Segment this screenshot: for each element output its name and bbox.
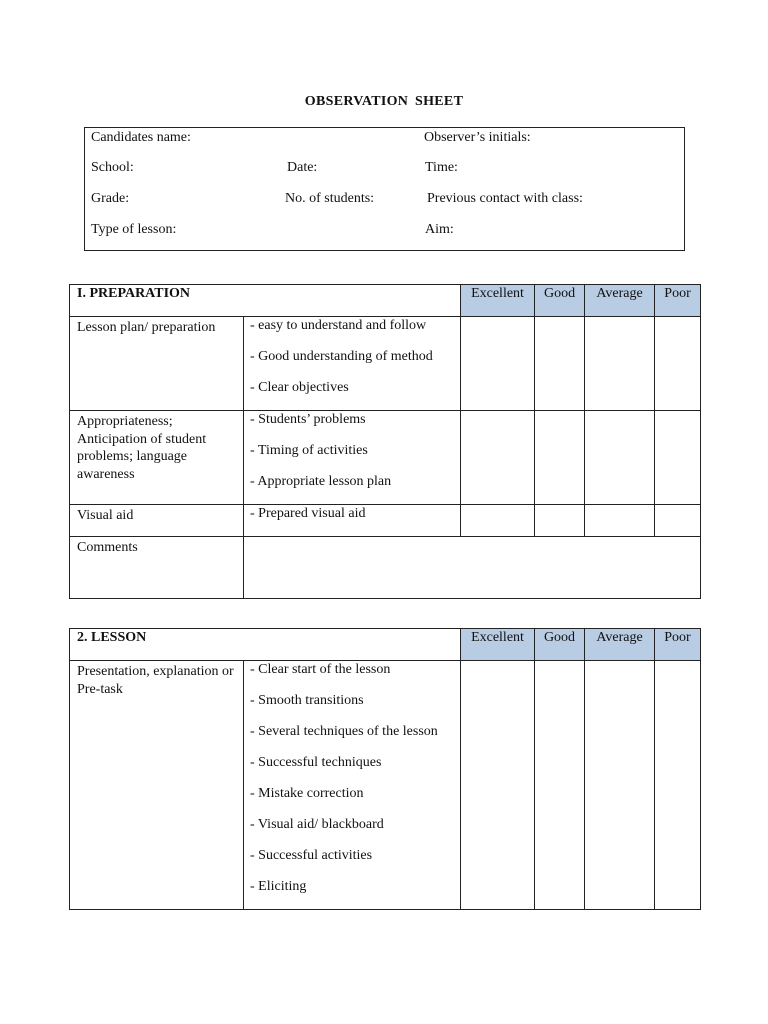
rating-cell-good[interactable] — [535, 411, 585, 505]
rating-cell-good[interactable] — [535, 317, 585, 411]
rating-average-header: Average — [585, 629, 655, 661]
rating-cell-poor[interactable] — [655, 505, 701, 537]
comments-row — [70, 537, 701, 599]
rating-cell-average[interactable] — [585, 411, 655, 505]
list-item: - Visual aid/ blackboard — [250, 817, 384, 832]
comments-field[interactable] — [244, 537, 701, 599]
rating-excellent-header: Excellent — [461, 629, 535, 661]
observer-initials-label: Observer’s initials: — [424, 130, 531, 145]
list-item: - Prepared visual aid — [250, 506, 366, 521]
table-row — [70, 505, 701, 537]
list-item: - Students’ problems — [250, 412, 366, 427]
rating-poor-header: Poor — [655, 629, 701, 661]
rating-cell-good[interactable] — [535, 661, 585, 910]
list-item: - Clear start of the lesson — [250, 662, 391, 677]
criterion-cell: Visual aid — [70, 505, 244, 537]
rating-cell-good[interactable] — [535, 505, 585, 537]
rating-cell-average[interactable] — [585, 661, 655, 910]
page-title: OBSERVATION SHEET — [304, 94, 464, 109]
list-item: - Good understanding of method — [250, 349, 433, 364]
aim-label: Aim: — [425, 222, 454, 237]
lesson-heading: 2. LESSON — [70, 629, 461, 661]
list-item: - Successful activities — [250, 848, 373, 863]
list-item: - Smooth transitions — [250, 693, 364, 708]
rating-cell-excellent[interactable] — [461, 411, 535, 505]
list-item: - easy to understand and follow — [250, 318, 427, 333]
list-item: - Successful techniques — [250, 755, 382, 770]
candidate-name-label: Candidates name: — [91, 130, 191, 145]
list-item: - Several techniques of the lesson — [250, 724, 438, 739]
num-students-label: No. of students: — [285, 191, 375, 206]
date-label: Date: — [287, 160, 318, 175]
rating-cell-poor[interactable] — [655, 317, 701, 411]
rating-poor-header: Poor — [655, 285, 701, 317]
rating-good-header: Good — [535, 629, 585, 661]
rating-cell-excellent[interactable] — [461, 505, 535, 537]
comments-label: Comments — [70, 537, 244, 599]
rating-excellent-header: Excellent — [461, 285, 535, 317]
rating-good-header: Good — [535, 285, 585, 317]
items-cell — [244, 317, 461, 411]
preparation-heading: I. PREPARATION — [70, 285, 461, 317]
list-item: - Clear objectives — [250, 380, 349, 395]
rating-cell-poor[interactable] — [655, 661, 701, 910]
list-item: - Timing of activities — [250, 443, 368, 458]
rating-cell-excellent[interactable] — [461, 661, 535, 910]
rating-cell-average[interactable] — [585, 317, 655, 411]
list-item: - Eliciting — [250, 879, 307, 894]
rating-average-header: Average — [585, 285, 655, 317]
preparation-table — [69, 284, 701, 599]
criterion-cell: Appropriateness; Anticipation of student problems; language awareness — [70, 411, 244, 505]
rating-cell-poor[interactable] — [655, 411, 701, 505]
time-label: Time: — [425, 160, 458, 175]
table-row — [70, 661, 701, 910]
previous-contact-label: Previous contact with class: — [427, 191, 583, 206]
list-item: - Appropriate lesson plan — [250, 474, 392, 489]
items-cell — [244, 505, 461, 537]
grade-label: Grade: — [91, 191, 130, 206]
list-item: - Mistake correction — [250, 786, 364, 801]
lesson-type-label: Type of lesson: — [91, 222, 177, 237]
rating-cell-excellent[interactable] — [461, 317, 535, 411]
lesson-table — [69, 628, 701, 910]
criterion-cell: Presentation, explanation or Pre-task — [70, 661, 244, 910]
items-cell — [244, 661, 461, 910]
items-cell — [244, 411, 461, 505]
candidate-info-box — [84, 127, 685, 251]
table-row — [70, 411, 701, 505]
rating-cell-average[interactable] — [585, 505, 655, 537]
criterion-cell: Lesson plan/ preparation — [70, 317, 244, 411]
table-row — [70, 317, 701, 411]
school-label: School: — [91, 160, 134, 175]
